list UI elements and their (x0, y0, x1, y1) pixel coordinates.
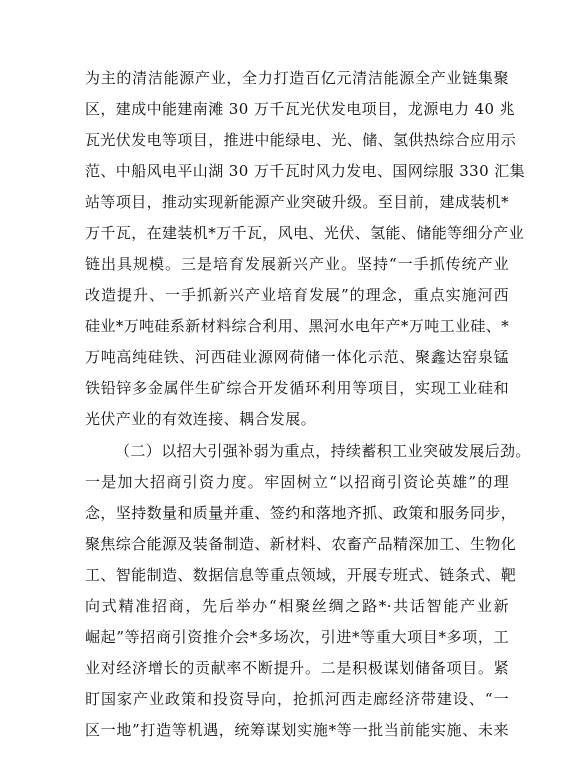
body-text-line: 万千瓦，在建装机*万千瓦，风电、光伏、氢能、储能等细分产业 (85, 224, 525, 242)
body-text-line: 范、中船风电平山湖 30 万千瓦时风力发电、国网综服 330 汇集 (85, 162, 525, 180)
body-text-line: 铁铅锌多金属伴生矿综合开发循环利用等项目，实现工业硅和 (85, 379, 509, 397)
body-text-line: 念，坚持数量和质量并重、签约和落地齐抓、政策和服务同步， (85, 504, 517, 522)
body-text-line: 改造提升、一手抓新兴产业培育发展”的理念，重点实施河西 (85, 286, 509, 304)
body-text-line: 向式精准招商，先后举办“相聚丝绸之路*·共话智能产业新 (85, 597, 509, 615)
body-text-line: 瓦光伏发电等项目，推进中能绿电、光、储、氢供热综合应用示 (85, 131, 517, 149)
body-text-line: 站等项目，推动实现新能源产业突破升级。至目前，建成装机* (85, 193, 509, 211)
body-text-line: 工、智能制造、数据信息等重点领域，开展专班式、链条式、靶 (85, 566, 517, 584)
body-text-line: 崛起”等招商引资推介会*多场次，引进*等重大项目*多项，工 (85, 628, 509, 646)
body-text-line: 万吨高纯硅铁、河西硅业源网荷储一体化示范、聚鑫达窑泉锰 (85, 348, 509, 366)
body-text-line: 区一地”打造等机遇，统筹谋划实施*等一批当前能实施、未来 (85, 721, 509, 739)
body-text-line: 盯国家产业政策和投资导向，抢抓河西走廊经济带建设、“一 (85, 690, 509, 708)
body-text-line: 一是加大招商引资力度。牢固树立“以招商引资论英雄”的理 (85, 473, 509, 491)
body-text-line: 为主的清洁能源产业，全力打造百亿元清洁能源全产业链集聚 (85, 69, 509, 87)
body-text-line: 链出具规模。三是培育发展新兴产业。坚持“一手抓传统产业 (85, 255, 509, 273)
body-text-line: 硅业*万吨硅系新材料综合利用、黑河水电年产*万吨工业硅、* (85, 317, 510, 335)
body-text-line: 光伏产业的有效连接、耦合发展。 (85, 410, 317, 428)
body-text-line: 聚焦综合能源及装备制造、新材料、农畜产品精深加工、生物化 (85, 535, 517, 553)
body-text-line: 区，建成中能建南滩 30 万千瓦光伏发电项目，龙源电力 40 兆 (85, 100, 516, 118)
body-text-line: 业对经济增长的贡献率不断提升。二是积极谋划储备项目。紧 (85, 659, 509, 677)
section-heading-line: （二）以招大引强补弱为重点，持续蓄积工业突破发展后劲。 (115, 442, 531, 460)
